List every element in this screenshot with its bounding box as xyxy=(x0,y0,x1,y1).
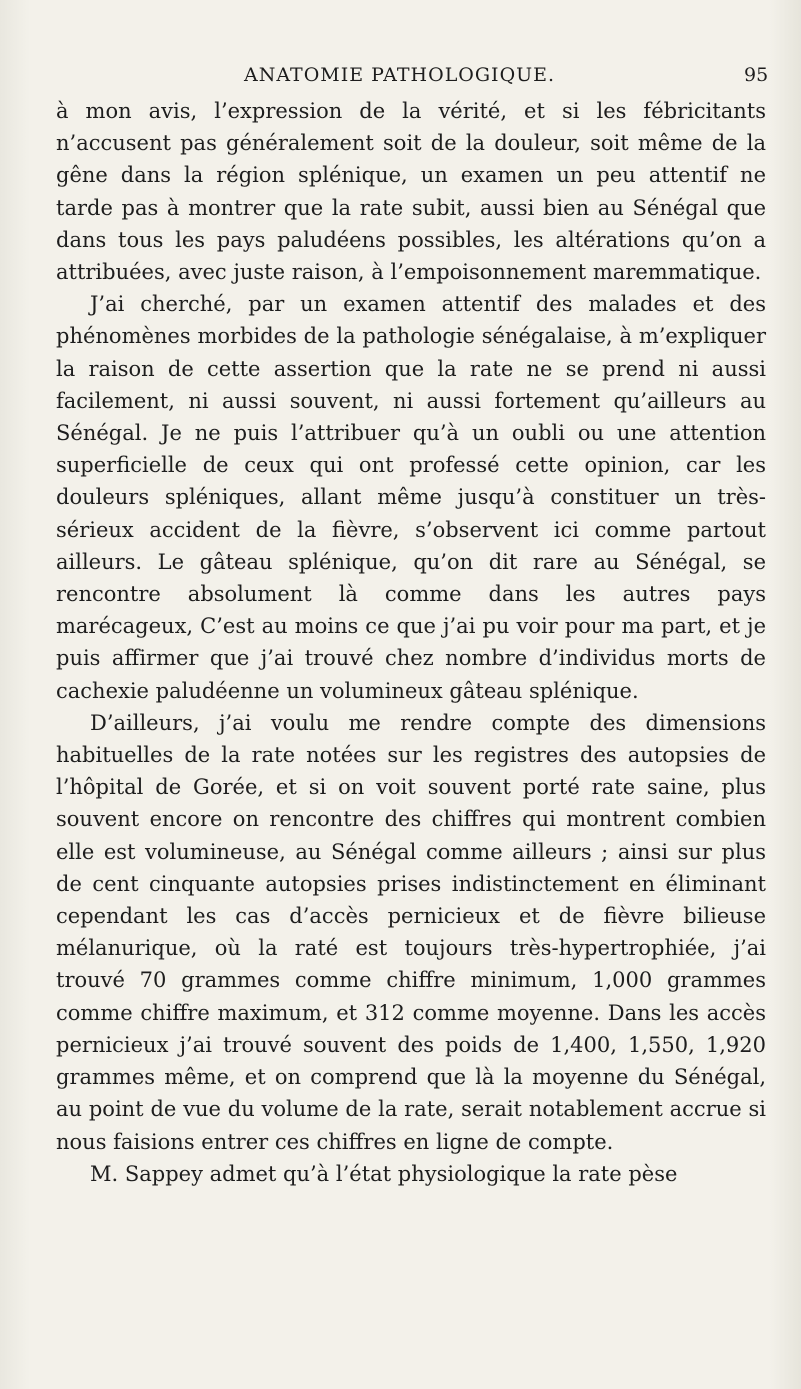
paragraph-continuation: à mon avis, l’expression de la vérité, et si les fébricitants n’accusent pas généralement soit de la douleur, soit même de la gêne dans la région splénique, un examen un peu attentif ne tarde pas à montrer que la rate subit, aussi bien au Sénégal que dans tous les pays paludéens possibles, les altérations qu’on a attribuées, avec juste raison, à l’empoisonnement maremmatique. xyxy=(56,99,766,285)
paragraph-sappey: M. Sappey admet qu’à l’état physiologique la rate pèse xyxy=(90,1161,678,1186)
paragraph-autopsy-weights: D’ailleurs, j’ai voulu me rendre compte des dimensions habituelles de la rate notées sur les registres des autopsies de l’hôpital de Gorée, et si on voit souvent porté rate saine, plus souvent encore on rencontre des chiffres qui montrent combien elle est volumineuse, au Sénégal comme ailleurs ; ainsi sur plus de cent cinquante autopsies prises indistinctement en éliminant cependant les cas d’accès pernicieux et de fièvre bilieuse mélanurique, où la raté est toujours très-hypertrophiée, j’ai trouvé 70 grammes comme chiffre minimum, 1,000 grammes comme chiffre maximum, et 312 comme moyenne. Dans les accès pernicieux j’ai trouvé souvent des poids de 1,400, 1,550, 1,920 grammes même, et on comprend que là la moyenne du Sénégal, au point de vue du volume de la rate, serait notablement accrue si nous faisions entrer ces chiffres en ligne de compte. xyxy=(56,710,766,1154)
running-title: ANATOMIE PATHOLOGIQUE. xyxy=(244,64,556,86)
running-head xyxy=(0,60,801,90)
page-number: 95 xyxy=(744,64,769,86)
body-text xyxy=(56,95,766,1190)
paragraph-senegal-spleen: J’ai cherché, par un examen attentif des malades et des phénomènes morbides de la pathologie sénégalaise, à m’expliquer la raison de cette assertion que la rate ne se prend ni aussi facilement, ni aussi souvent, ni aussi fortement qu’ailleurs au Sénégal. Je ne puis l’attribuer qu’à un oubli ou une attention superficielle de ceux qui ont professé cette opinion, car les douleurs spléniques, allant même jusqu’à constituer un très-sérieux accident de la fièvre, s’observent ici comme partout ailleurs. Le gâteau splénique, qu’on dit rare au Sénégal, se rencontre absolument là comme dans les autres pays marécageux, C’est au moins ce que j’ai pu voir pour ma part, et je puis affirmer que j’ai trouvé chez nombre d’individus morts de cachexie paludéenne un volumineux gâteau splénique. xyxy=(56,292,766,703)
